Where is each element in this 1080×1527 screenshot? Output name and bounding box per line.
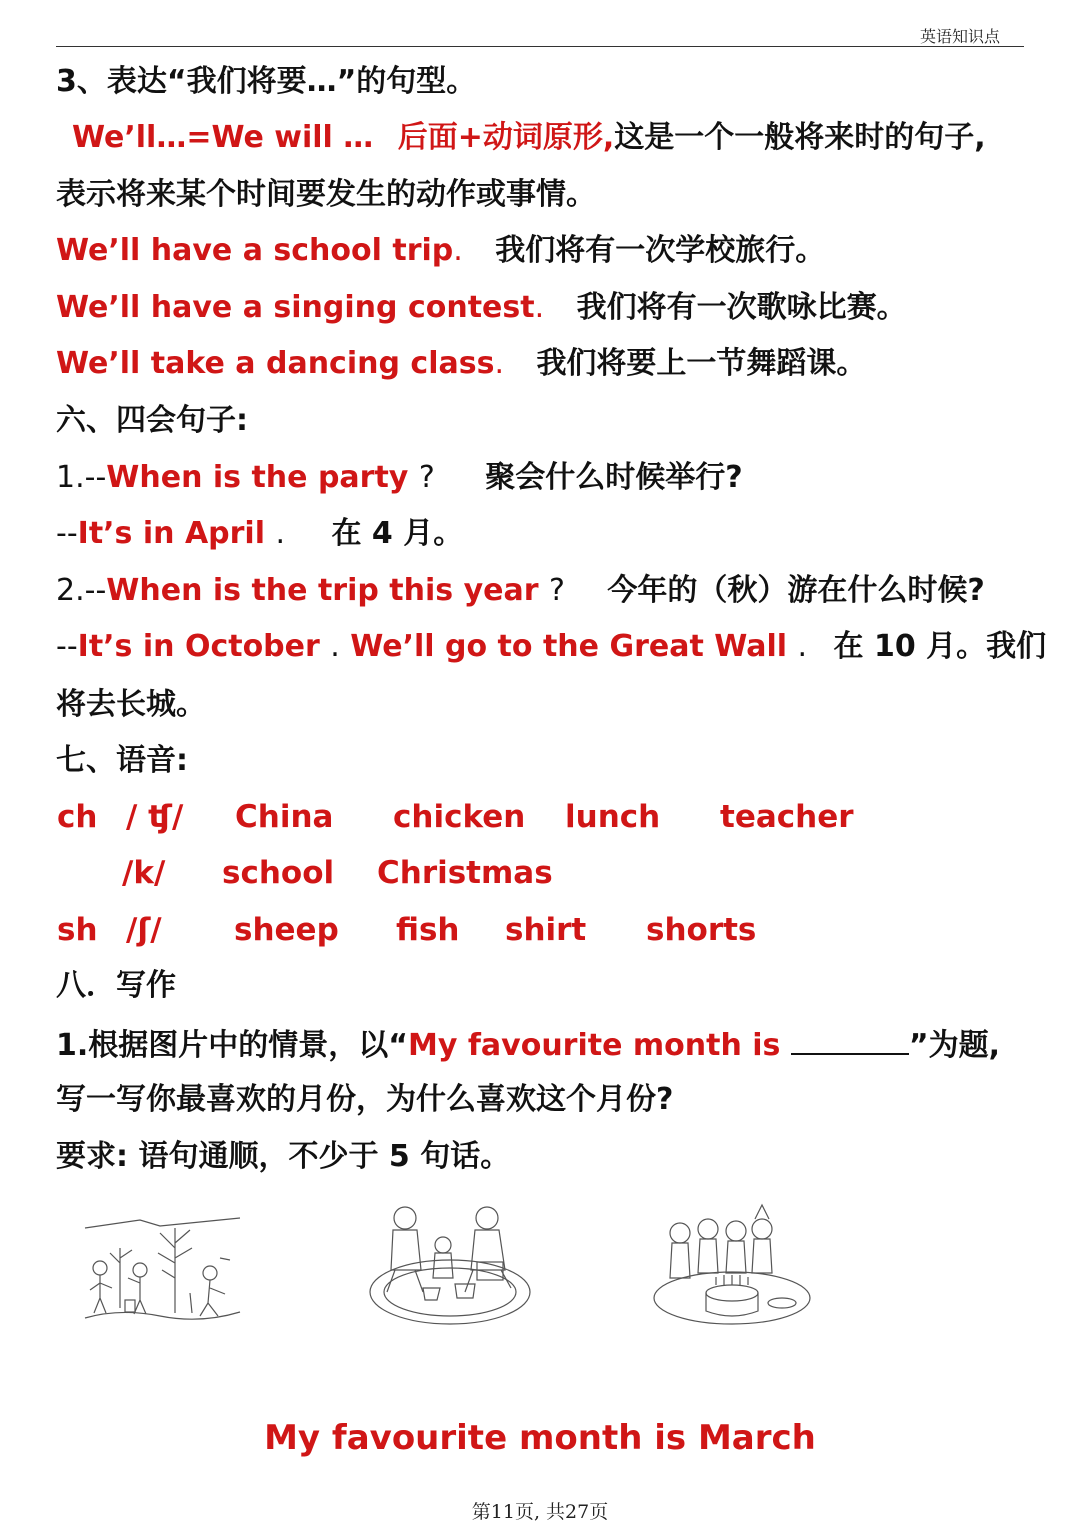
- section3-rule-continued: 表示将来某个时间要发生的动作或事情。: [56, 177, 596, 212]
- rule-verb-note: 后面+动词原形,: [397, 120, 615, 155]
- phonics-word: fish: [396, 912, 460, 948]
- example-1-dot: .: [453, 233, 463, 268]
- answer-1: [56, 516, 463, 552]
- phonics-word: teacher: [720, 799, 854, 835]
- question-2: [56, 573, 985, 609]
- phonics-word: lunch: [565, 799, 661, 835]
- a2-chinese: 在 10 月。我们: [833, 629, 1047, 664]
- phonics-word: Christmas: [377, 855, 553, 891]
- writing-task-line2: 写一写你最喜欢的月份，为什么喜欢这个月份?: [56, 1082, 674, 1117]
- birthday-party-illustration: [650, 1203, 815, 1328]
- answer-2-continued: 将去长城。: [56, 687, 206, 722]
- phonics-word: China: [235, 799, 334, 835]
- q1-chinese: 聚会什么时候举行?: [485, 460, 743, 495]
- fill-in-blank: [791, 1025, 909, 1055]
- task-suffix: ”为题,: [908, 1028, 1000, 1063]
- section7-heading: 七、语音:: [56, 743, 188, 778]
- writing-requirement: 要求: 语句通顺，不少于 5 句话。: [56, 1139, 511, 1174]
- example-3-zh: 我们将要上一节舞蹈课。: [536, 346, 867, 381]
- phonics-ch-letters: ch: [57, 799, 98, 835]
- rule-formula: We’ll…=We will …: [72, 120, 374, 155]
- phonics-ch-sound: / ʧ/: [126, 799, 184, 835]
- phonics-word: shorts: [646, 912, 757, 948]
- a2-english-2: We’ll go to the Great Wall: [350, 629, 788, 664]
- example-1-en: We’ll have a school trip: [56, 233, 454, 268]
- phonics-sh-sound: /ʃ/: [126, 912, 162, 948]
- q2-mark: ?: [548, 573, 565, 608]
- q2-english: When is the trip this year: [106, 573, 539, 608]
- header-title: 英语知识点: [919, 27, 1000, 46]
- q1-mark: ?: [418, 460, 435, 495]
- q2-prefix: 2.--: [56, 573, 107, 608]
- example-1: [56, 233, 825, 269]
- a1-chinese: 在 4 月。: [331, 516, 464, 551]
- a2-prefix: --: [56, 629, 78, 664]
- example-3-en: We’ll take a dancing class: [56, 346, 495, 381]
- a1-english: It’s in April: [77, 516, 265, 551]
- phonics-word: school: [222, 855, 335, 891]
- example-3: [56, 346, 866, 382]
- tree-planting-illustration: [80, 1208, 245, 1328]
- section8-heading: 八．写作: [56, 968, 176, 1003]
- a2-dot-1: .: [330, 629, 340, 664]
- example-2: [56, 290, 907, 326]
- phonics-word: chicken: [393, 799, 526, 835]
- q2-chinese: 今年的（秋）游在什么时候?: [607, 573, 985, 608]
- a2-english-1: It’s in October: [77, 629, 320, 664]
- q1-prefix: 1.--: [56, 460, 107, 495]
- example-2-dot: .: [534, 290, 545, 325]
- example-3-dot: .: [494, 346, 504, 381]
- phonics-word: sheep: [234, 912, 339, 948]
- phonics-sh-letters: sh: [57, 912, 98, 948]
- task-title-red: My favourite month is: [408, 1028, 781, 1063]
- answer-2: [56, 629, 1046, 665]
- rule-tense-note: 这是一个一般将来时的句子,: [614, 120, 986, 155]
- a1-prefix: --: [56, 516, 78, 551]
- writing-task: [56, 1025, 1000, 1064]
- example-2-en: We’ll have a singing contest: [56, 290, 535, 325]
- q1-english: When is the party: [106, 460, 409, 495]
- page-footer: 第11页, 共27页: [471, 1501, 609, 1523]
- a2-dot-2: .: [797, 629, 808, 664]
- header-divider: [56, 46, 1024, 47]
- example-1-zh: 我们将有一次学校旅行。: [495, 233, 826, 268]
- family-picnic-illustration: [365, 1200, 535, 1330]
- phonics-word: shirt: [505, 912, 587, 948]
- section3-heading: 3、表达“我们将要…”的句型。: [56, 64, 477, 99]
- essay-title: My favourite month is March: [264, 1418, 816, 1458]
- example-2-zh: 我们将有一次歌咏比赛。: [576, 290, 907, 325]
- task-prefix: 1.根据图片中的情景，以“: [56, 1028, 408, 1063]
- a1-dot: .: [275, 516, 285, 551]
- question-1: [56, 460, 743, 496]
- section6-heading: 六、四会句子:: [56, 403, 248, 438]
- section3-rule: [72, 120, 986, 156]
- phonics-k-sound: /k/: [122, 855, 166, 891]
